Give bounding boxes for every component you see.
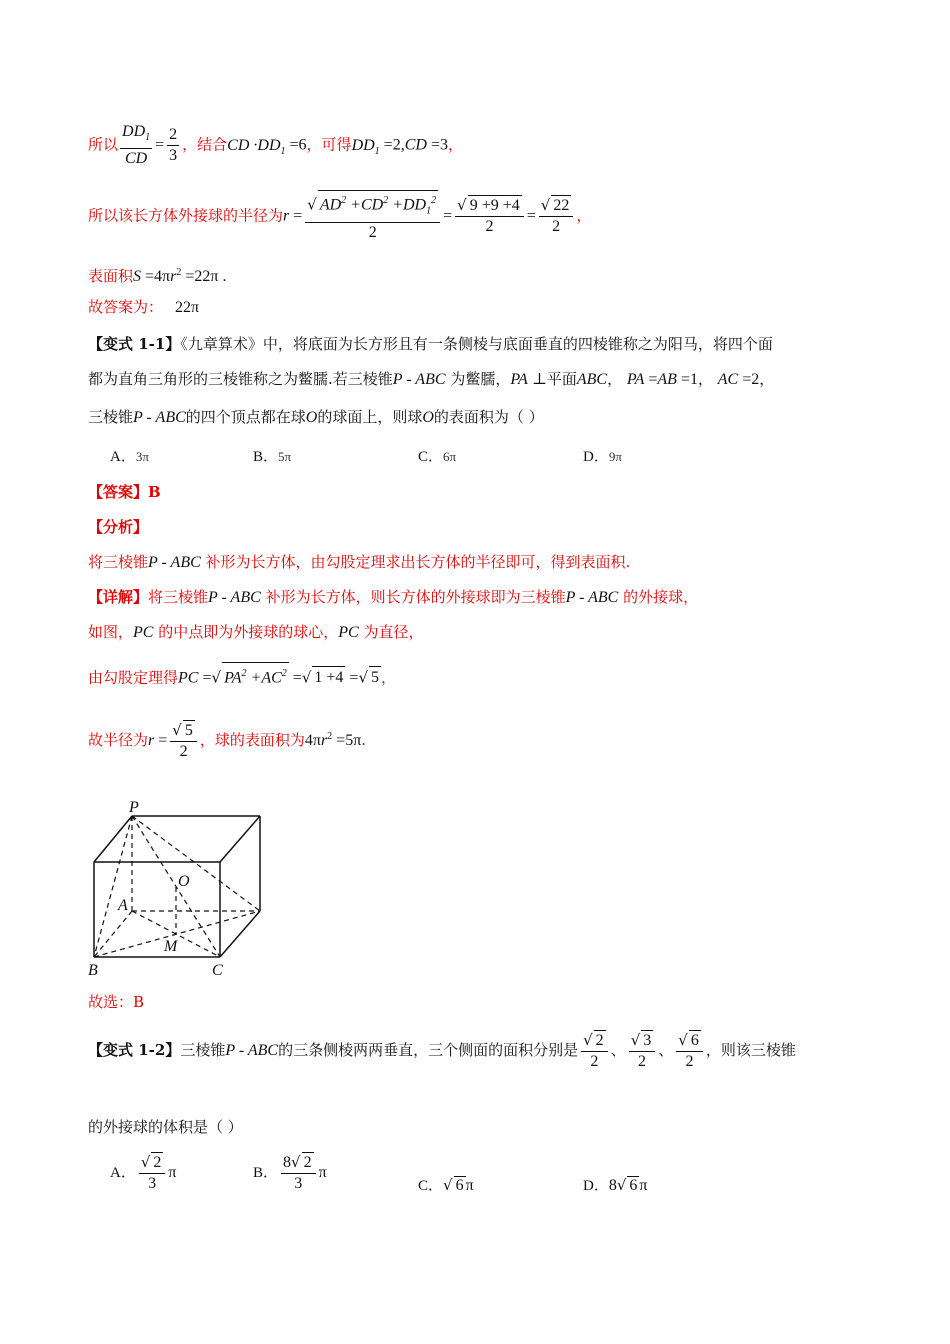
detail-line4: 故半径为r = $\frac{√ 5}{2}$ ，球的表面积为$4\pi r^2 =5\pi$.	[88, 721, 367, 760]
label-A: A	[118, 897, 128, 914]
option-c-2[interactable]: C．√ 6 π	[418, 1176, 474, 1194]
question-1-2-line1: 【变式 1-2】三棱锥P - ABC的三条侧棱两两垂直，三个侧面的面积分别是 $\frac{√ 2}{2}$ 、 $\frac{√ 3}{2}$ 、 $\frac{√ 6}{2}$ ，则该三棱锥	[88, 1031, 796, 1070]
label-C: C	[212, 962, 223, 979]
selection-line: 故选：B	[88, 993, 145, 1011]
solution-line-area: 表面积$S =4\pi r^2 =22\pi$ .	[88, 267, 227, 285]
option-b[interactable]: B．5π	[253, 449, 292, 465]
option-a[interactable]: A．3π	[110, 449, 149, 465]
cuboid-dashed-edges	[94, 816, 260, 957]
option-a-2[interactable]: A． $\frac{√ 2}{3}$ π	[110, 1153, 177, 1192]
detail-line1: 【详解】将三棱锥P - ABC 补形为长方体，则长方体的外接球即为三棱锥P - ABC 的外接球，	[88, 588, 699, 606]
label-O: O	[178, 873, 190, 890]
analysis-text: 将三棱锥P - ABC 补形为长方体，由勾股定理求出长方体的半径即可，得到表面积.	[88, 553, 631, 571]
label-P: P	[129, 799, 139, 816]
option-c[interactable]: C．6π	[418, 449, 457, 465]
option-d-2[interactable]: D．8√ 6 π	[583, 1176, 648, 1194]
label-M: M	[164, 938, 178, 955]
analysis-tag: 【分析】	[88, 518, 149, 536]
question-1-2-line2: 的外接球的体积是（ ）	[88, 1118, 243, 1136]
cuboid-figure	[84, 798, 274, 983]
detail-line3: 由勾股定理得PC =√ $PA^2 +AC^2$ =√ 1 +4 =√ 5 ，	[88, 662, 396, 689]
question-1-1-line2: 都为直角三角形的三棱锥称之为鳖臑.若三棱锥P - ABC 为鳖臑，PA ⊥平面ABC， PA =AB =1， AC =2，	[88, 370, 775, 388]
label-B: B	[88, 962, 98, 979]
option-b-2[interactable]: B． $\frac{8√ 2}{3}$ π	[253, 1153, 327, 1192]
answer-tag: 【答案】B	[88, 483, 161, 501]
solution-line-radius: 所以该长方体外接球的半径为r = $\frac{√ AD^2 +CD^2 +DD_1^2}{2}$ = $\frac{√ 9 +9 +4}{2}$ = $\frac{√ 22}{2}$ ，	[88, 190, 591, 243]
answer-line: 故答案为： 22π	[88, 298, 200, 316]
option-d[interactable]: D．9π	[583, 449, 622, 465]
question-1-1-line3: 三棱锥P - ABC的四个顶点都在球O的球面上，则球O的表面积为（ ）	[88, 408, 544, 426]
detail-line2: 如图，PC 的中点即为外接球的球心，PC 为直径，	[88, 623, 424, 641]
solution-line-ratio: 所以 $\frac{DD_1}{CD}$ = $\frac{2}{3}$ ，结合CD $\cdot DD_1 =6$，可得$DD_1 =2,CD =3$，	[88, 123, 463, 168]
question-1-1-line1: 【变式 1-1】《九章算术》中，将底面为长方形且有一条侧棱与底面垂直的四棱锥称之为阳马，将四个面	[88, 335, 773, 353]
cuboid-solid-edges	[94, 816, 260, 957]
